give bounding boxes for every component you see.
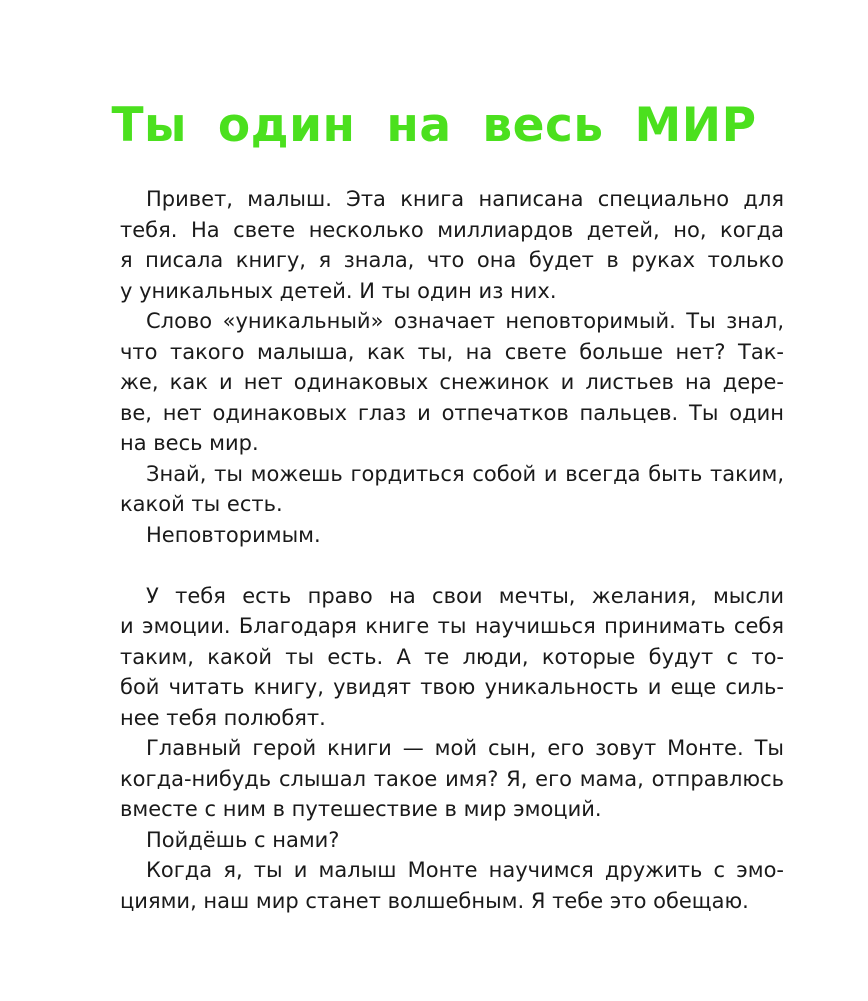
text-line: тебя. На свете несколько миллиардов детей, но, когда bbox=[120, 217, 784, 242]
body-text bbox=[120, 184, 784, 916]
text-line: Неповторимым. bbox=[146, 522, 321, 547]
paragraph bbox=[120, 825, 784, 856]
paragraph bbox=[120, 306, 784, 459]
text-line: что такого малыша, как ты, на свете больше нет? Так- bbox=[120, 339, 784, 364]
text-line: Главный герой книги — мой сын, его зовут Монте. Ты bbox=[146, 736, 784, 760]
text-line: Знай, ты можешь гордиться собой и всегда быть таким, bbox=[146, 461, 784, 486]
text-line: Когда я, ты и малыш Монте научимся дружить с эмо- bbox=[146, 858, 784, 882]
text-line: какой ты есть. bbox=[120, 492, 283, 516]
paragraph bbox=[120, 733, 784, 825]
paragraph bbox=[120, 855, 784, 916]
text-line: же, как и нет одинаковых снежинок и листьев на дере- bbox=[120, 370, 784, 394]
text-line: Слово «уникальный» означает неповторимый. Ты знал, bbox=[146, 309, 784, 333]
text-line: и эмоции. Благодаря книге ты научишься принимать себя bbox=[120, 614, 784, 638]
paragraph bbox=[120, 581, 784, 734]
text-line: Привет, малыш. Эта книга написана специально для bbox=[146, 187, 784, 211]
page-title: Ты один на весь МИР bbox=[111, 98, 757, 153]
text-line: вместе с ним в путешествие в мир эмоций. bbox=[120, 797, 602, 821]
text-line: бой читать книгу, увидят твою уникальность и еще силь- bbox=[120, 675, 784, 699]
paragraph bbox=[120, 184, 784, 306]
text-line: циями, наш мир станет волшебным. Я тебе это обещаю. bbox=[120, 888, 749, 913]
text-line: на весь мир. bbox=[120, 431, 259, 455]
paragraph bbox=[120, 520, 784, 551]
text-line: ве, нет одинаковых глаз и отпечатков пальцев. Ты один bbox=[120, 400, 784, 425]
text-line: Пойдёшь с нами? bbox=[146, 827, 340, 852]
text-line: я писала книгу, я знала, что она будет в руках только bbox=[120, 248, 784, 272]
paragraph-gap bbox=[120, 550, 784, 581]
text-line: у уникальных детей. И ты один из них. bbox=[120, 278, 557, 303]
text-line: когда-нибудь слышал такое имя? Я, его мама, отправлюсь bbox=[120, 766, 784, 791]
text-line: таким, какой ты есть. А те люди, которые будут с то- bbox=[120, 644, 784, 669]
paragraph bbox=[120, 459, 784, 520]
text-line: нее тебя полюбят. bbox=[120, 705, 326, 730]
text-line: У тебя есть право на свои мечты, желания, мысли bbox=[146, 583, 784, 608]
